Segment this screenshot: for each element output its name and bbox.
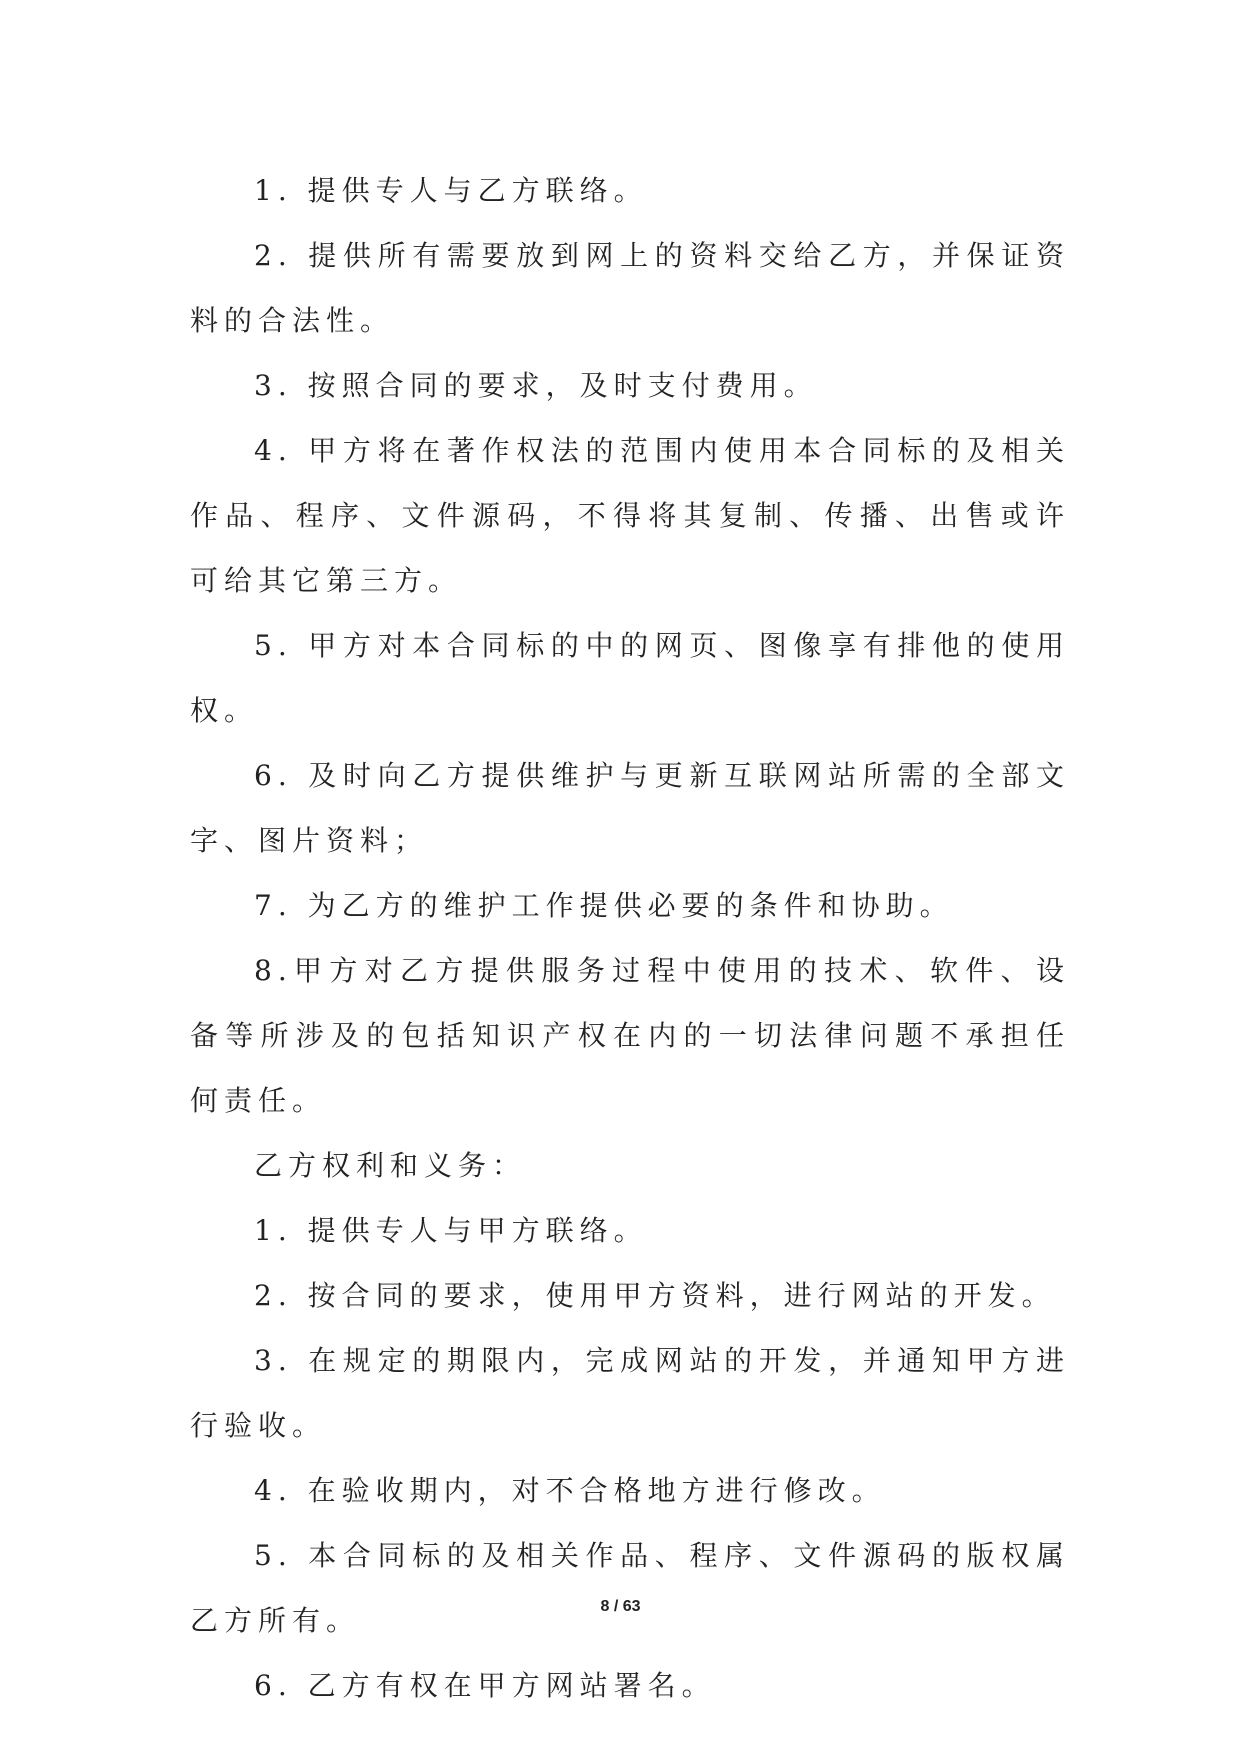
paragraph-7: 7. 为乙方的维护工作提供必要的条件和协助。 (254, 889, 954, 922)
document-body (190, 158, 1070, 1718)
party-b-item-2: 2. 按合同的要求，使用甲方资料，进行网站的开发。 (254, 1279, 1056, 1312)
paragraph-5: 5. 甲方对本合同标的中的网页、图像享有排他的使用权。 (190, 629, 1070, 727)
party-b-item-3: 3. 在规定的期限内，完成网站的开发，并通知甲方进行验收。 (190, 1344, 1070, 1442)
party-b-item-6: 6. 乙方有权在甲方网站署名。 (254, 1669, 716, 1702)
page-number: 8 / 63 (600, 1598, 641, 1615)
party-b-item-4: 4. 在验收期内，对不合格地方进行修改。 (254, 1474, 886, 1507)
paragraph-6: 6. 及时向乙方提供维护与更新互联网站所需的全部文字、图片资料； (190, 759, 1070, 857)
paragraph-4: 4. 甲方将在著作权法的范围内使用本合同标的及相关作品、程序、文件源码，不得将其复制、传播、出售或许可给其它第三方。 (190, 434, 1070, 597)
party-b-item-1: 1. 提供专人与甲方联络。 (254, 1214, 648, 1247)
paragraph-3: 3. 按照合同的要求，及时支付费用。 (254, 369, 818, 402)
paragraph-8: 8.甲方对乙方提供服务过程中使用的技术、软件、设备等所涉及的包括知识产权在内的一切法律问题不承担任何责任。 (190, 954, 1070, 1117)
paragraph-1: 1. 提供专人与乙方联络。 (254, 174, 648, 207)
section-heading-party-b: 乙方权利和义务： (254, 1149, 527, 1182)
paragraph-2: 2. 提供所有需要放到网上的资料交给乙方，并保证资料的合法性。 (190, 239, 1070, 337)
party-b-item-5: 5. 本合同标的及相关作品、程序、文件源码的版权属乙方所有。 (190, 1539, 1070, 1637)
